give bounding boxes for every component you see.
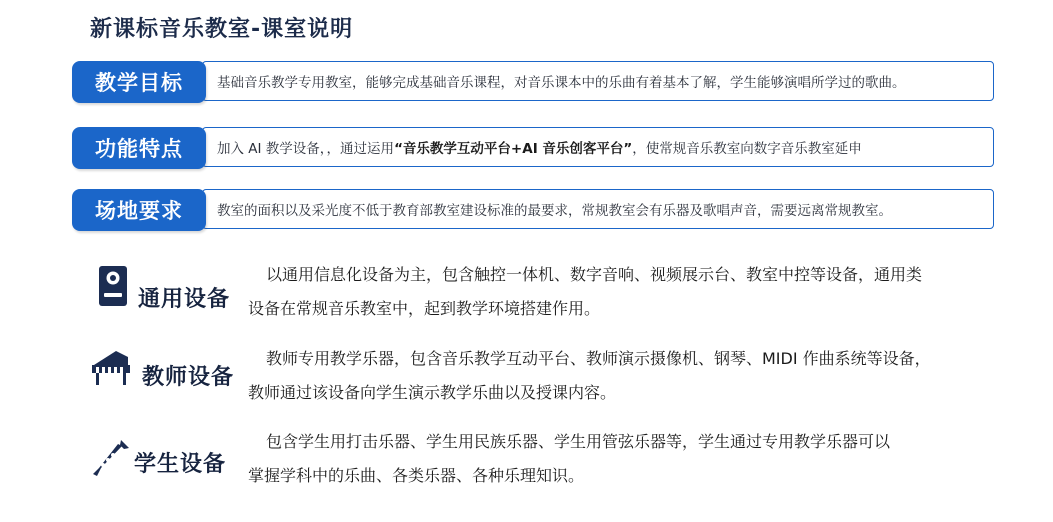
equipment-description (248, 258, 998, 326)
equipment-teacher (86, 342, 1006, 422)
info-row-text-post: ，使常规音乐教室向数字音乐教室延申 (632, 141, 862, 157)
equipment-label: 教师设备 (142, 365, 235, 390)
info-row-tag: 功能特点 (72, 127, 206, 169)
info-row-site-requirements (72, 189, 994, 231)
page-title: 新课标音乐教室-课室说明 (90, 17, 354, 42)
equipment-general (86, 258, 1006, 338)
equipment-description-line: 教师专用教学乐器，包含音乐教学互动平台、教师演示摄像机、钢琴、MIDI 作曲系统等设备， (266, 349, 931, 368)
info-row-tag: 教学目标 (72, 61, 206, 103)
equipment-description-line: 包含学生用打击乐器、学生用民族乐器、学生用管弦乐器等，学生通过专用教学乐器可以 (266, 432, 891, 451)
equipment-student (86, 425, 1006, 505)
equipment-description-line: 掌握学科中的乐曲、各类乐器、各种乐理知识。 (248, 466, 585, 485)
speaker-icon (90, 264, 136, 310)
equipment-description-line: 教师通过该设备向学生演示教学乐曲以及授课内容。 (248, 383, 617, 402)
info-row-text-pre: 加入 AI 教学设备，，通过运用 (217, 141, 395, 157)
equipment-label: 学生设备 (134, 452, 227, 477)
equipment-description-line: 以通用信息化设备为主，包含触控一体机、数字音响、视频展示台、教室中控等设备，通用类 (266, 265, 923, 284)
equipment-description-line: 设备在常规音乐教室中，起到教学环境搭建作用。 (248, 299, 601, 318)
info-row-text-box (202, 127, 994, 167)
piano-icon (88, 344, 134, 390)
info-row-teaching-goal (72, 61, 994, 103)
info-row-text: 基础音乐教学专用教室，能够完成基础音乐课程，对音乐课本中的乐曲有着基本了解，学生能够演唱所学过的歌曲。 (217, 75, 906, 91)
info-row-text-box (202, 61, 994, 101)
info-row-features (72, 127, 994, 169)
info-row-tag: 场地要求 (72, 189, 206, 231)
info-row-text-bold: “音乐教学互动平台+AI 音乐创客平台” (394, 141, 633, 157)
info-row-text-box (202, 189, 994, 229)
info-row-text: 教室的面积以及采光度不低于教育部教室建设标准的最要求，常规教室会有乐器及歌唱声音，需要远离常规教室。 (217, 203, 892, 219)
equipment-description (248, 425, 998, 493)
equipment-description (248, 342, 998, 410)
equipment-label: 通用设备 (138, 287, 231, 312)
trumpet-icon (88, 435, 134, 481)
